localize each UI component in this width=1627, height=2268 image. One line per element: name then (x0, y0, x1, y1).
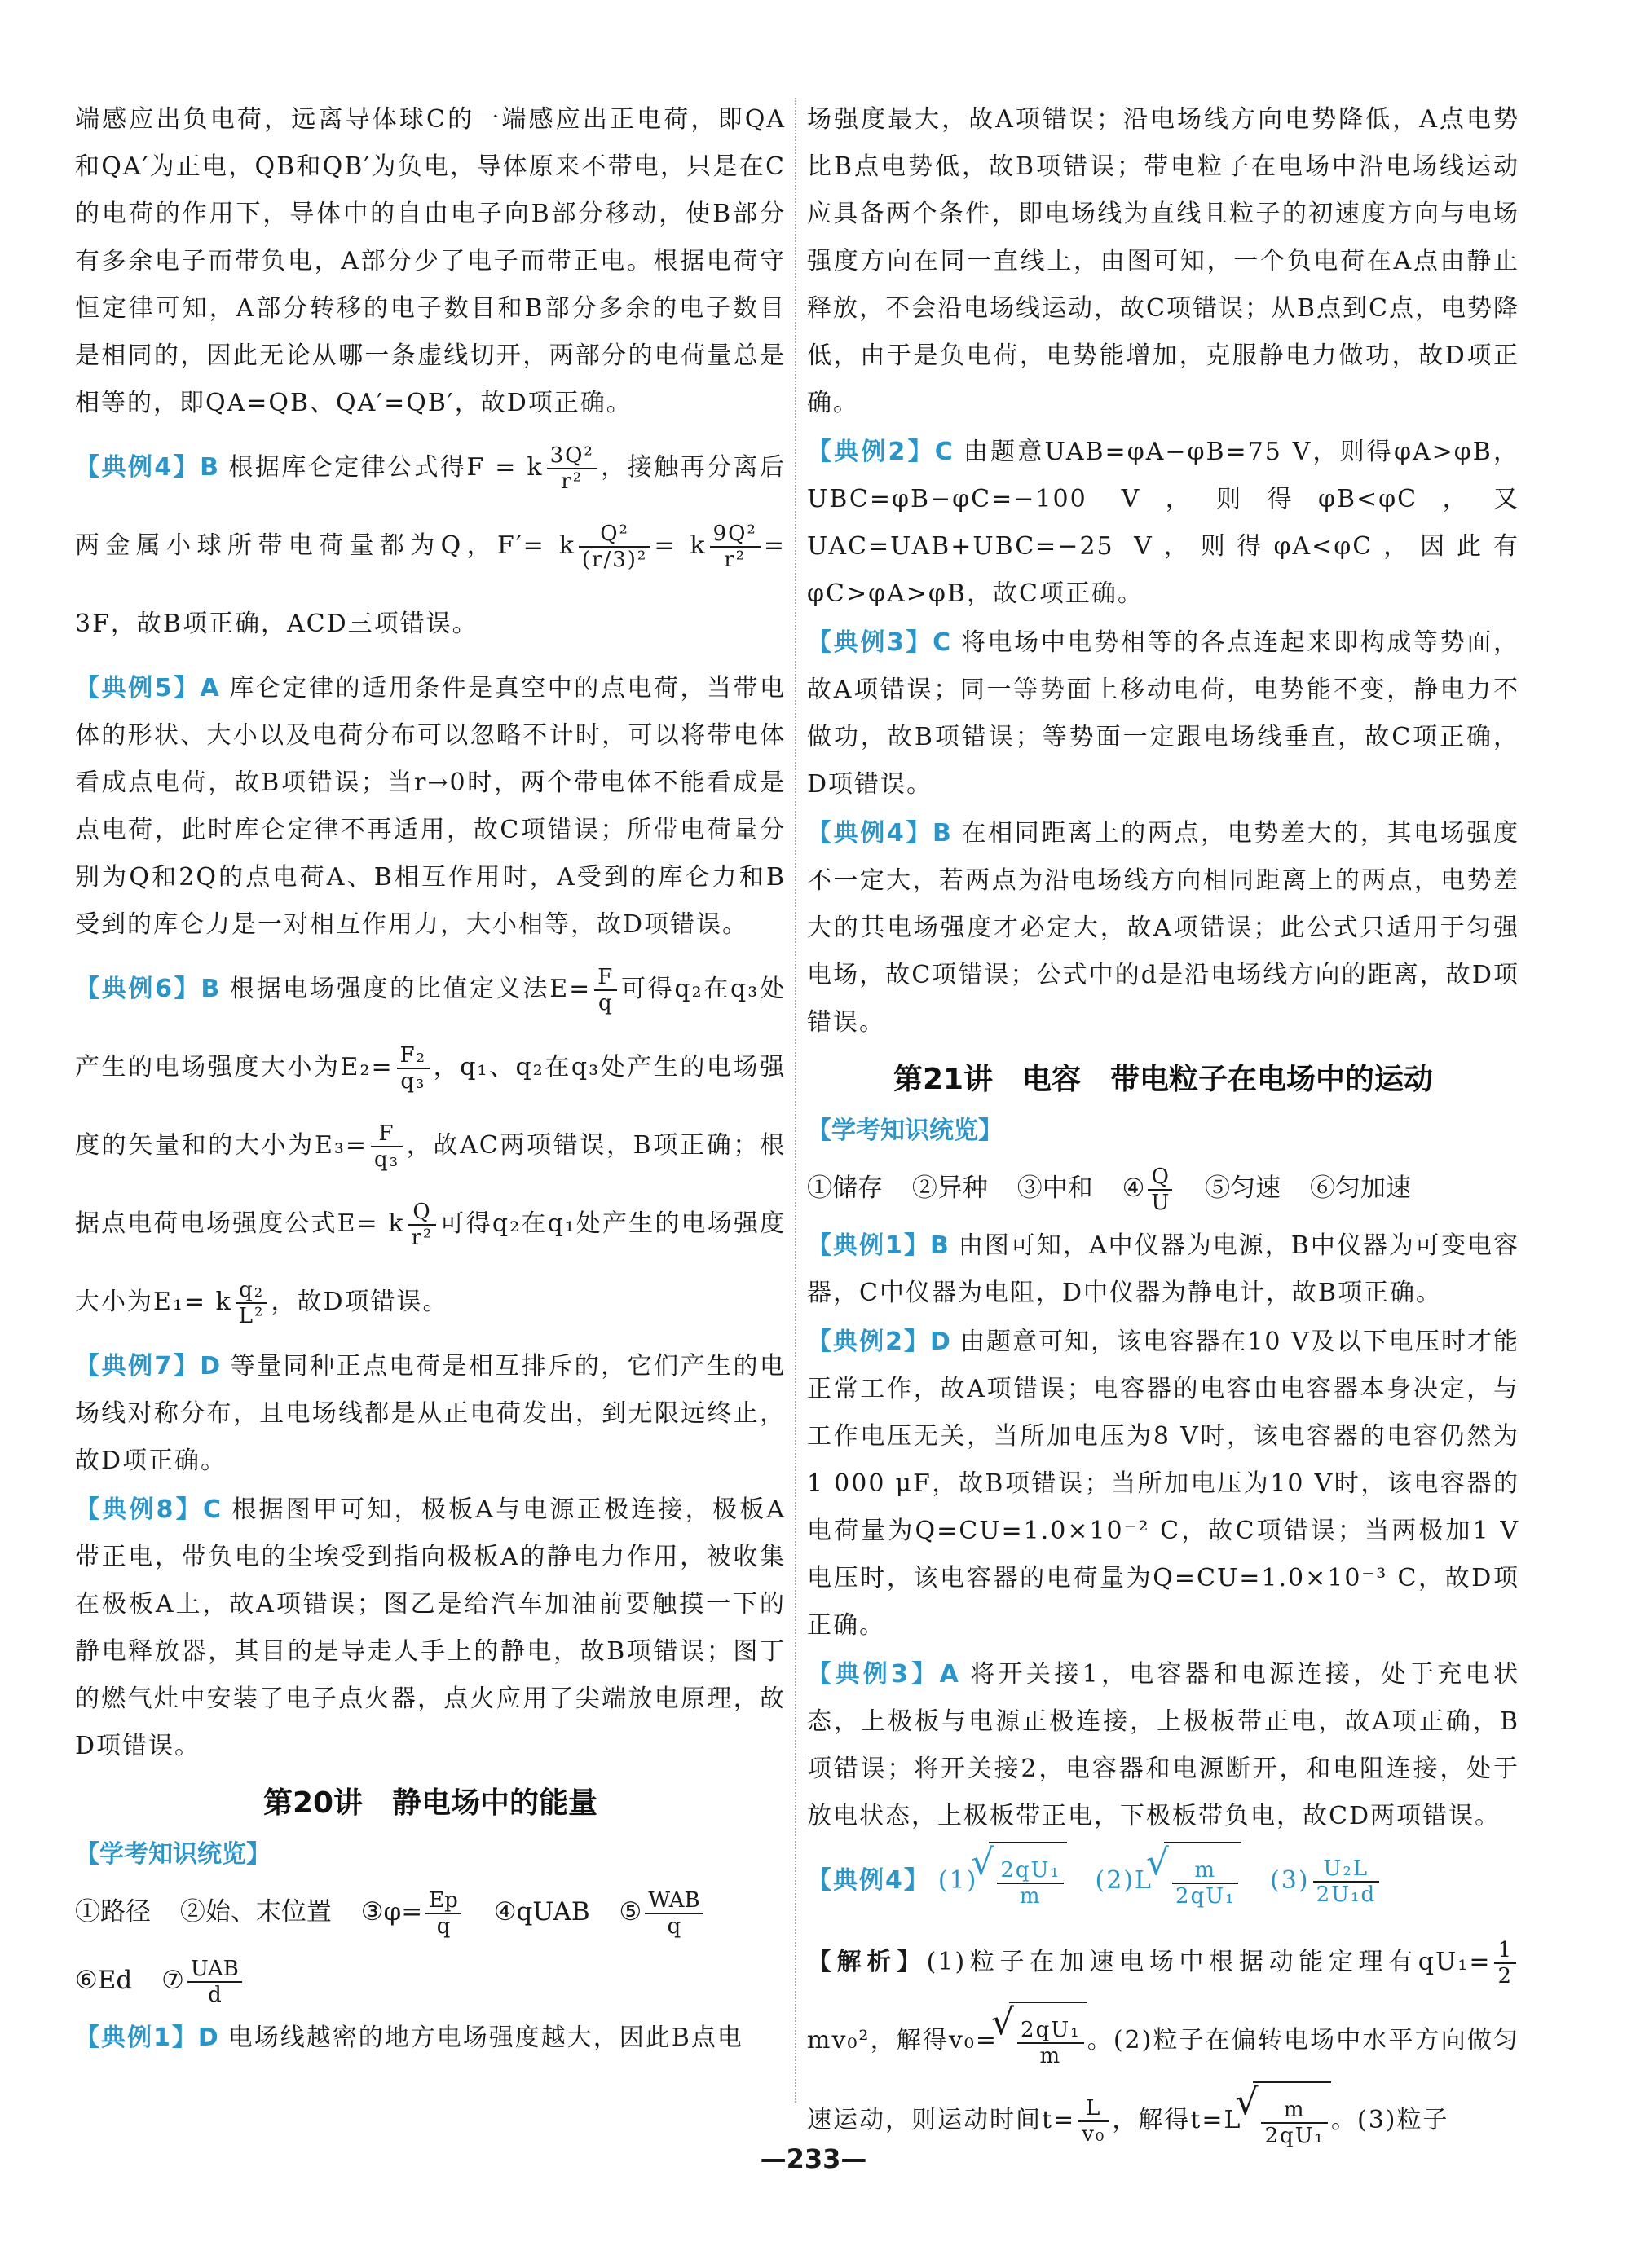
example-4-ch20: 【典例4】B 在相同距离上的两点，电势差大的，其电场强度不一定大，若两点为沿电场线方向相同距离上的两点，电势差大的其电场强度才必定大，故A项错误；此公式只适用于匀强电场，故C项错误；公式中的d是沿电场线方向的距离，故D项错误。 (807, 819, 1519, 1037)
example-8: 【典例8】C 根据图甲可知，极板A与电源正极连接，极板A带正电，带负电的尘埃受到指向极板A的静电力作用，被收集在极板A上，故A项错误；图乙是给汽车加油前要触摸一下的静电释放器，其目的是导走人手上的静电，故B项错误；图丁的燃气灶中安装了电子点火器，点火应用了尖端放电原理，故D项错误。 (75, 1495, 786, 1760)
sqrt: √ $\frac{m}{\text{2qU₁}}$ (1253, 2081, 1331, 2161)
example-3-ch21: 【典例3】A 将开关接1，电容器和电源连接，处于充电状态，上极板与电源正极连接，上极板带正电，故A项正确，B项错误；将开关接2，电容器和电源断开，和电阻连接，处于放电状态，上极板带正电，下极板带负电，故CD两项错误。 (807, 1660, 1519, 1830)
fraction: $\frac{F}{\text{q₃}}$ (371, 1121, 403, 1172)
sqrt: √ $\frac{\text{2qU₁}}{m}$ (1009, 2002, 1087, 2081)
knowledge-answers-21: ①储存 ②异种 ③中和 ④ $\frac{Q}{U}$ ⑤匀速 ⑥匀加速 (807, 1164, 1412, 1215)
fraction: $\frac{\text{UAB}}{d}$ (187, 1957, 242, 2007)
example-4-tag: 【典例4】B (75, 453, 220, 482)
example-1-ch21: 【典例1】B 由图可知，A中仪器为电源，B中仪器为可变电容器，C中仪器为电阻，D中仪器为静电计，故B项正确。 (807, 1231, 1519, 1307)
fraction: $\frac{\text{9Q²}}{\text{r²}}$ (710, 522, 761, 572)
example-4-ch21: 【典例4】 (1) √ $\frac{\text{2qU₁}}{m}$ (2)L √ $\frac{m}{\text{2qU₁}}$ (3) $\frac{\text{U₂L}}{\text{2U₁d}}$ (807, 1842, 1519, 1922)
example-3-tag: 【典例3】C (807, 628, 953, 657)
sqrt: √ $\frac{m}{\text{2qU₁}}$ (1164, 1842, 1242, 1922)
fraction: $\frac{Q}{\text{r²}}$ (408, 1200, 437, 1250)
fraction: $\frac{Q}{U}$ (1148, 1165, 1172, 1215)
section-title-20: 第20讲 静电场中的能量 (262, 1786, 598, 1820)
example-2-tag: 【典例2】C (807, 438, 955, 466)
overview-heading: 【学考知识统览】 (75, 1840, 271, 1869)
section-title-21: 第21讲 电容 带电粒子在电场中的运动 (893, 1063, 1434, 1096)
fraction: $\frac{\text{3Q²}}{\text{r²}}$ (547, 443, 597, 494)
example-5-tag: 【典例5】A (75, 674, 221, 702)
analysis: 【解析】(1)粒子在加速电场中根据动能定理有qU₁= $\frac{1}{2}$ mv₀²，解得v₀= √ $\frac{\text{2qU₁}}{m}$ 。(2)粒子在偏转电场中水平方向做匀速运动，则运动时间t= $\frac{L}{\text{v₀}}$ ，解得t=L √ $\frac{m}{\text{2qU₁}}$ 。(3)粒子 (807, 1923, 1519, 2161)
example-8-tag: 【典例8】C (75, 1495, 223, 1524)
example-6: 【典例6】B 根据电场强度的比值定义法E= $\frac{F}{q}$ 可得q₂在q₃处产生的电场强度大小为E₂= $\frac{\text{F₂}}{\text{q₃}}$ ，q₁、q₂在q₃处产生的电场强度的矢量和的大小为E₃= $\frac{F}{\text{q₃}}$ ，故AC两项错误，B项正确；根据点电荷电场强度公式E= k $\frac{Q}{\text{r²}}$ 可得q₂在q₁处产生的电场强度大小为E₁= k $\frac{\text{q₂}}{\text{L²}}$ ，故D项错误。 (75, 965, 787, 1328)
fraction: $\frac{\text{WAB}}{q}$ (645, 1888, 703, 1939)
fraction: $\frac{L}{\text{v₀}}$ (1078, 2096, 1109, 2147)
example-1-tag: 【典例1】D (75, 2024, 220, 2052)
left-column (75, 96, 786, 2063)
example-2-ch21: 【典例2】D 由题意可知，该电容器在10 V及以下电压时才能正常工作，故A项错误；电容器的电容由电容器本身决定，与工作电压无关，当所加电压为8 V时，该电容器的电容仍然为1 000 μF，故B项错误；当所加电压为10 V时，该电容器的电荷量为Q=CU=1.0×10⁻² C，故C项错误；当两极加1 V电压时，该电容器的电荷量为Q=CU=1.0×10⁻³ C，故D项正确。 (807, 1328, 1520, 1640)
paragraph-induction: 端感应出负电荷，远离导体球C的一端感应出正电荷，即QA和QA′为正电，QB和QB′为负电，导体原来不带电，只是在C的电荷的作用下，导体中的自由电子向B部分移动，使B部分有多余电子而带负电，A部分少了电子而带正电。根据电荷守恒定律可知，A部分转移的电子数目和B部分多余的电子数目是相同的，因此无论从哪一条虚线切开，两部分的电荷量总是相等的，即QA=QB、QA′=QB′，故D项正确。 (75, 105, 786, 417)
example-4-tag: 【典例4】B (807, 819, 953, 848)
paragraph-continued: 场强度最大，故A项错误；沿电场线方向电势降低，A点电势比B点电势低，故B项错误；带电粒子在电场中沿电场线运动应具备两个条件，即电场线为直线且粒子的初速度方向与电场强度方向在同一直线上，由图可知，一个负电荷在A点由静止释放，不会沿电场线运动，故C项错误；从B点到C点，电势降低，由于是负电荷，电势能增加，克服静电力做功，故D项正确。 (807, 105, 1519, 417)
fraction: $\frac{F}{q}$ (594, 965, 617, 1015)
sqrt: √ $\frac{\text{2qU₁}}{m}$ (989, 1842, 1067, 1922)
example-7-tag: 【典例7】D (75, 1352, 223, 1381)
column-divider (795, 98, 796, 2103)
fraction: $\frac{\text{U₂L}}{\text{2U₁d}}$ (1313, 1856, 1380, 1907)
overview-heading: 【学考知识统览】 (807, 1116, 1003, 1145)
right-column (807, 96, 1519, 2163)
fraction: $\frac{\text{q₂}}{\text{L²}}$ (236, 1278, 268, 1328)
example-4: 【典例4】B 根据库仑定律公式得F = k $\frac{\text{3Q²}}{\text{r²}}$ ，接触再分离后两金属小球所带电荷量都为Q，F′= k $\frac{\text{Q²}}{\text{(r/3)²}}$ = k $\frac{\text{9Q²}}{\text{r²}}$ = 3F，故B项正确，ACD三项错误。 (75, 443, 786, 638)
example-2-ch20: 【典例2】C 由题意UAB=φA−φB=75 V，则得φA>φB，UBC=φB−φC=−100 V，则得φB<φC，又UAC=UAB+UBC=−25 V，则得φA<φC，因此有φC>φA>φB，故C项正确。 (807, 438, 1519, 608)
fraction: $\frac{Ep}{q}$ (425, 1888, 461, 1939)
example-1-ch20: 【典例1】D 电场线越密的地方电场强度越大，因此B点电 (75, 2024, 743, 2052)
fraction: $\frac{1}{2}$ (1494, 1938, 1516, 1988)
example-6-tag: 【典例6】B (75, 975, 222, 1003)
fraction: $\frac{\text{Q²}}{\text{(r/3)²}}$ (579, 522, 650, 572)
fraction: $\frac{\text{F₂}}{\text{q₃}}$ (397, 1043, 430, 1094)
example-7: 【典例7】D 等量同种正点电荷是相互排斥的，它们产生的电场线对称分布，且电场线都是从正电荷发出，到无限远终止，故D项正确。 (75, 1352, 787, 1475)
knowledge-answers: ①路径 ②始、末位置 ③φ= $\frac{Ep}{q}$ ④qUAB ⑤ $\frac{\text{WAB}}{q}$ ⑥Ed ⑦ $\frac{\text{UAB}}{d}$ (75, 1878, 786, 2015)
example-5: 【典例5】A 库仑定律的适用条件是真空中的点电荷，当带电体的形状、大小以及电荷分布可以忽略不计时，可以将带电体看成点电荷，故B项错误；当r→0时，两个带电体不能看成是点电荷，此时库仑定律不再适用，故C项错误；所带电荷量分别为Q和2Q的点电荷A、B相互作用时，A受到的库仑力和B受到的库仑力是一对相互作用力，大小相等，故D项错误。 (75, 674, 787, 939)
example-3-ch20: 【典例3】C 将电场中电势相等的各点连起来即构成等势面，故A项错误；同一等势面上移动电荷，电势能不变，静电力不做功，故B项错误；等势面一定跟电场线垂直，故C项正确，D项错误。 (807, 628, 1520, 799)
page-number: —233— (760, 2143, 867, 2174)
